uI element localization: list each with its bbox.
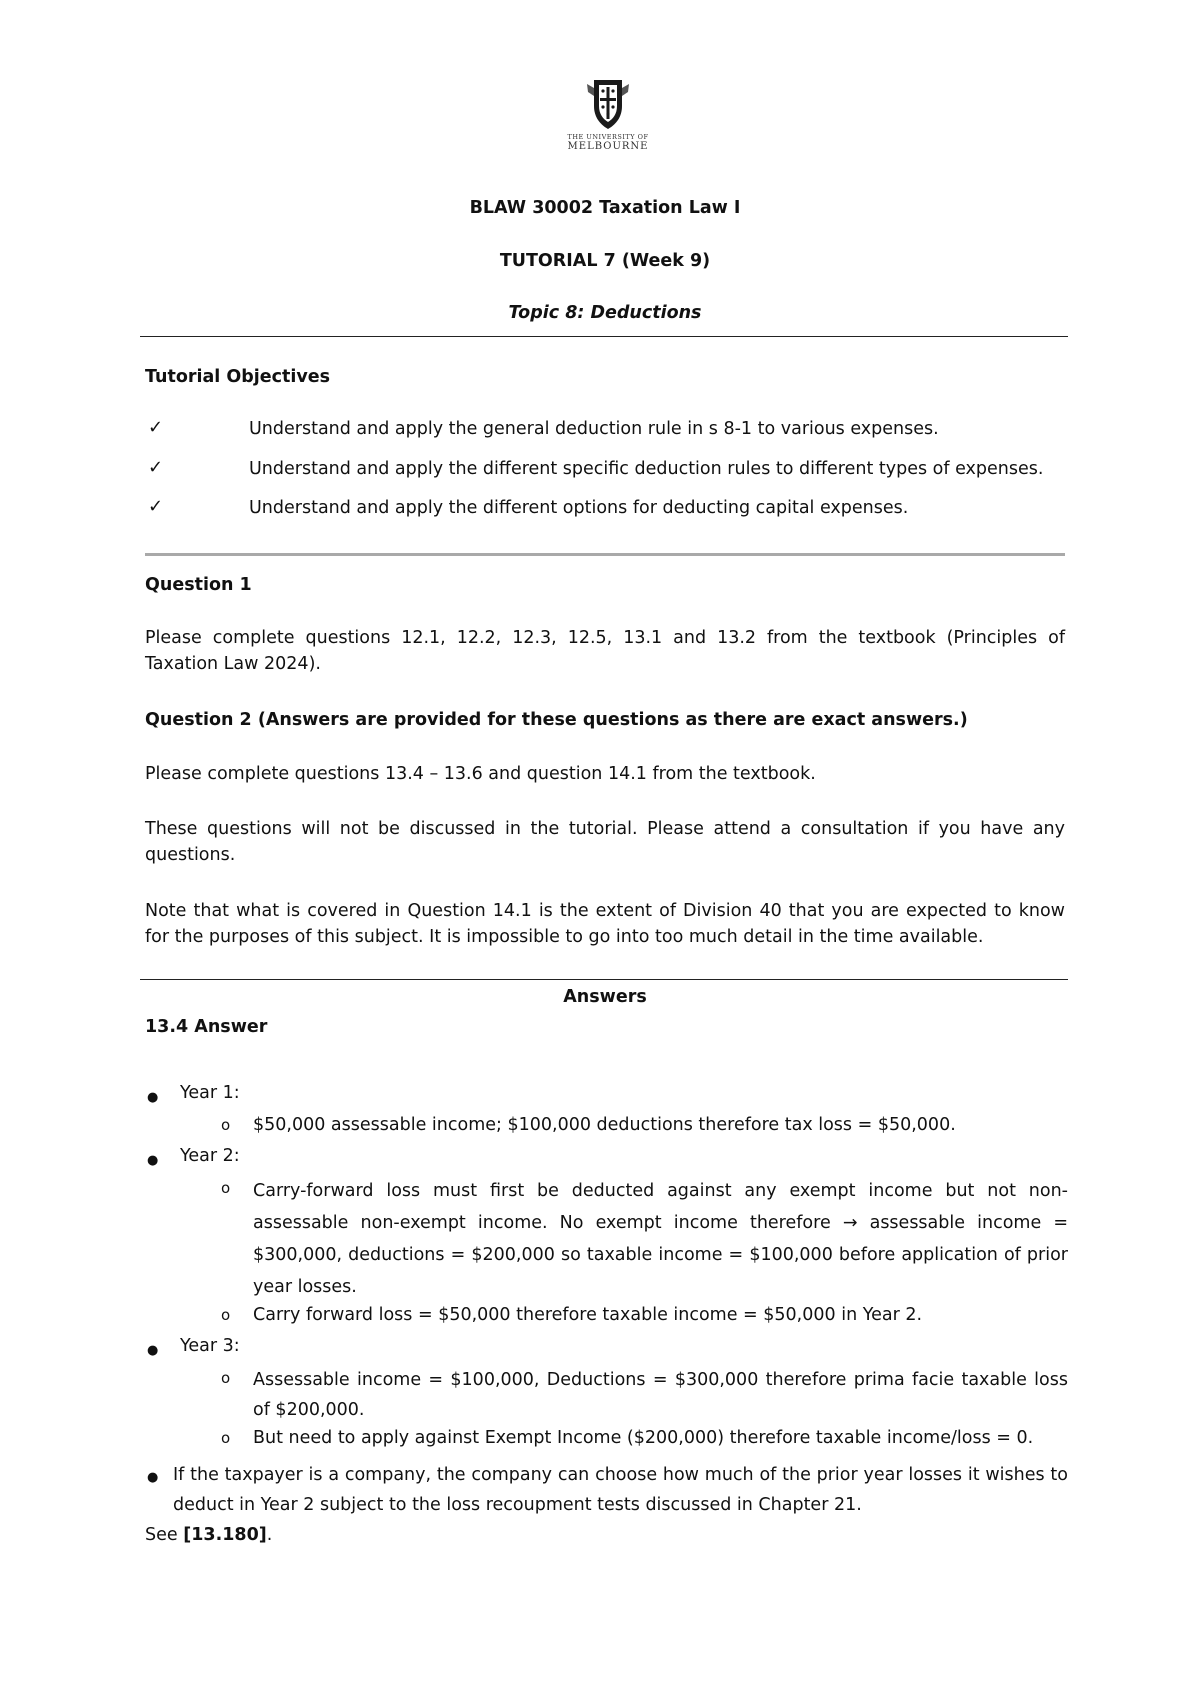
sub-bullet-icon: o bbox=[221, 1429, 231, 1447]
course-title: BLAW 30002 Taxation Law I bbox=[469, 198, 741, 218]
year2-detail: Carry-forward loss must first be deducted against any exempt income but not non-assessable non-exempt income. No exempt income therefore → assessable income = $300,000, deductions = $200,000 so taxable income = $100,000 before application of prior year losses. bbox=[253, 1181, 1068, 1297]
check-icon: ✓ bbox=[148, 417, 164, 438]
question2-paragraph: Note that what is covered in Question 14.1 is the extent of Division 40 that you are expected to know for the purposes of this subject. It is impossible to go into too much detail in the time available. bbox=[145, 901, 1065, 948]
tutorial-title: TUTORIAL 7 (Week 9) bbox=[499, 251, 711, 271]
sub-bullet-icon: o bbox=[221, 1179, 231, 1197]
university-logo bbox=[563, 76, 653, 160]
check-icon: ✓ bbox=[148, 496, 164, 517]
section-reference: [13.180] bbox=[183, 1525, 267, 1545]
bullet-icon: ● bbox=[147, 1090, 159, 1105]
sub-bullet-icon: o bbox=[221, 1116, 231, 1134]
university-crest-icon bbox=[585, 76, 631, 132]
answer-heading: 13.4 Answer bbox=[145, 1017, 268, 1037]
topic-title: Topic 8: Deductions bbox=[508, 303, 702, 323]
year-label: Year 2: bbox=[180, 1146, 240, 1166]
objective-item: Understand and apply the general deduction rule in s 8-1 to various expenses. bbox=[249, 419, 939, 439]
year-label: Year 1: bbox=[180, 1083, 240, 1103]
logo-text-line2: MELBOURNE bbox=[567, 140, 649, 152]
question1-text: Please complete questions 12.1, 12.2, 12.3, 12.5, 13.1 and 13.2 from the textbook (Principles of Taxation Law 2024). bbox=[145, 628, 1065, 675]
question2-paragraph: These questions will not be discussed in the tutorial. Please attend a consultation if you have any questions. bbox=[145, 819, 1065, 866]
answers-divider bbox=[140, 979, 1068, 980]
bullet-icon: ● bbox=[147, 1470, 159, 1485]
answers-title: Answers bbox=[563, 987, 647, 1007]
header-divider bbox=[140, 336, 1068, 337]
objectives-divider bbox=[145, 553, 1065, 556]
sub-bullet-icon: o bbox=[221, 1369, 231, 1387]
objective-item: Understand and apply the different specific deduction rules to different types of expenses. bbox=[249, 459, 1044, 479]
see-suffix: . bbox=[266, 1525, 273, 1545]
logo-text-line1: THE UNIVERSITY OF bbox=[567, 133, 649, 141]
bullet-icon: ● bbox=[147, 1343, 159, 1358]
sub-bullet-icon: o bbox=[221, 1306, 231, 1324]
see-prefix: See bbox=[145, 1525, 184, 1545]
see-reference bbox=[145, 1522, 272, 1548]
year-label: Year 3: bbox=[180, 1336, 240, 1356]
objectives-heading: Tutorial Objectives bbox=[145, 367, 331, 387]
check-icon: ✓ bbox=[148, 457, 164, 478]
question2-paragraph: Please complete questions 13.4 – 13.6 and question 14.1 from the textbook. bbox=[145, 764, 816, 784]
company-note: If the taxpayer is a company, the company can choose how much of the prior year losses it wishes to deduct in Year 2 subject to the loss recoupment tests discussed in Chapter 21. bbox=[173, 1465, 1068, 1515]
question1-heading: Question 1 bbox=[145, 575, 252, 595]
question2-heading: Question 2 (Answers are provided for these questions as there are exact answers.) bbox=[145, 710, 968, 730]
objective-item: Understand and apply the different options for deducting capital expenses. bbox=[249, 498, 909, 518]
year2-carry-forward: Carry forward loss = $50,000 therefore taxable income = $50,000 in Year 2. bbox=[253, 1305, 923, 1325]
year3-detail: Assessable income = $100,000, Deductions = $300,000 therefore prima facie taxable loss of $200,000. bbox=[253, 1370, 1068, 1420]
year1-detail: $50,000 assessable income; $100,000 deductions therefore tax loss = $50,000. bbox=[253, 1115, 956, 1135]
bullet-icon: ● bbox=[147, 1153, 159, 1168]
year3-exempt: But need to apply against Exempt Income ($200,000) therefore taxable income/loss = 0. bbox=[253, 1428, 1034, 1448]
